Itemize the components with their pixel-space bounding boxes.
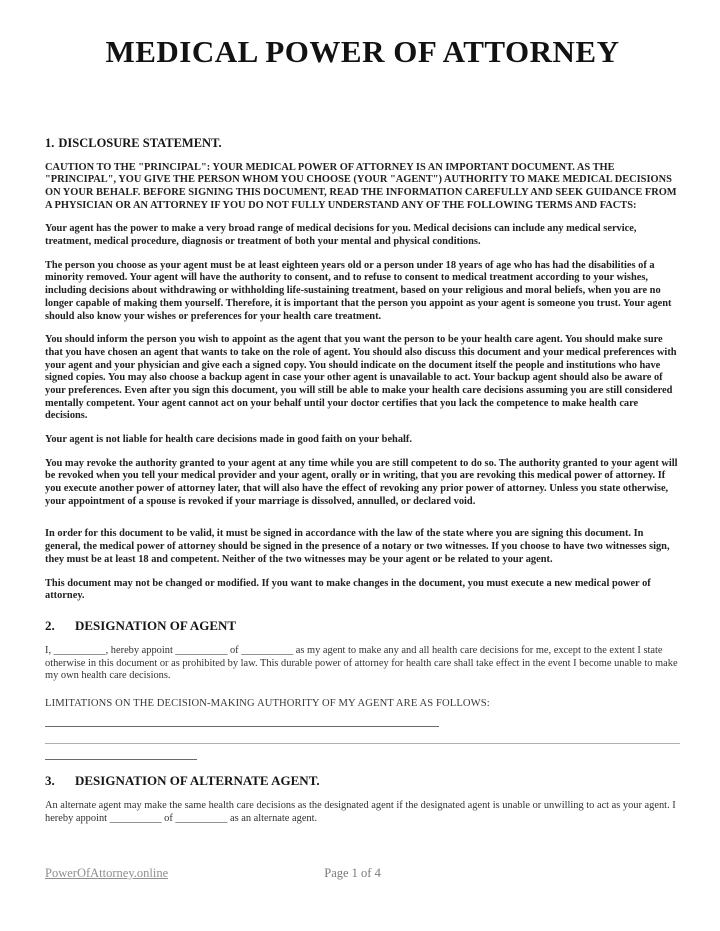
section-1-heading-text: DISCLOSURE STATEMENT. [58,135,222,150]
limitations-blank-line-1 [45,726,439,727]
site-link[interactable]: PowerOfAttorney.online [45,866,169,880]
section-2-number: 2. [45,617,55,633]
section-3-heading [45,773,680,789]
agent-appointment-paragraph: I, __________, hereby appoint __________ of __________ as my agent to make any and all health care decisions for me, except to the extent I state otherwise in this document or as prohibited by law. This durable power of attorney for health care shall take effect in the event I become unable to make my own health care decisions. [45,644,678,682]
section-1-number: 1. [45,135,55,150]
page-indicator: Page 1 of 4 [324,866,381,880]
inform-agent-paragraph: You should inform the person you wish to appoint as the agent that you want the person to be your health care agent. You should make sure that you have chosen an agent that wants to take on the role of agent. You should also discuss this document and your medical preferences with your agent and your physician and give each a signed copy. You should indicate on the document itself the people and institutions who have signed copies. You may also choose a backup agent in case your other agent is unavailable to act. Your backup agent should also be aware of your preferences. Even after you sign this document, you will still be able to make your health care decisions assuming you are still considered mentally competent. Your agent cannot act on your behalf until your doctor certifies that you lack the competence to make health care decisions. [45,334,677,422]
document-title: MEDICAL POWER OF ATTORNEY [105,34,620,69]
section-1-heading [45,136,680,151]
section-2-heading [45,618,680,634]
agent-liability-paragraph: Your agent is not liable for health care decisions made in good faith on your behalf. [45,434,412,446]
limitations-blank-line-3 [45,759,197,760]
validity-signing-paragraph: In order for this document to be valid, it must be signed in accordance with the law of the state where you are signing this document. In general, the medical power of attorney should be signed in the presence of a notary or two witnesses. If you choose to have two witnesses sign, they must be at least 18 and competent. Neither of the two witnesses may be your agent or be related to your agent. [45,528,670,565]
limitations-label: LIMITATIONS ON THE DECISION-MAKING AUTHORITY OF MY AGENT ARE AS FOLLOWS: [45,697,490,709]
revocation-paragraph: You may revoke the authority granted to your agent at any time while you are still competent to do so. The authority granted to your agent will be revoked when you tell your medical provider and your agent, orally or in writing, that you are revoking this medical power of attorney. If you execute another power of attorney later, that will also have the effect of revoking any prior power of attorney. Unless you state otherwise, your appointment of a spouse is revoked if your marriage is dissolved, annulled, or declared void. [45,457,678,507]
section-3-number: 3. [45,772,55,788]
agent-power-paragraph: Your agent has the power to make a very broad range of medical decisions for you. Medical decisions can include any medical service, treatment, medical procedure, diagnosis or treatment of both your mental and physical conditions. [45,223,637,248]
no-modification-paragraph: This document may not be changed or modified. If you want to make changes in the document, you must execute a new medical power of attorney. [45,577,651,602]
agent-eligibility-paragraph: The person you choose as your agent must be at least eighteen years old or a person under 18 years of age who has had the disabilities of a minority removed. Your agent will have the authority to consent, and to refuse to consent to medical treatment according to your wishes, including decisions about withdrawing or withholding life-sustaining treatment, based on your religious and moral beliefs, when you are no longer capable of making them yourself. Therefore, it is important that the person you appoint as your agent is someone you trust. Your agent should also know your wishes or preferences for your health care treatment. [45,259,672,322]
limitations-blank-line-2 [45,743,680,744]
section-2-heading-text: DESIGNATION OF AGENT [75,617,237,633]
alternate-agent-paragraph: An alternate agent may make the same health care decisions as the designated agent if the designated agent is unable or unwilling to act as your agent. I hereby appoint __________ of __________ as an alternate agent. [45,799,676,824]
section-3-heading-text: DESIGNATION OF ALTERNATE AGENT. [75,772,320,788]
page-footer [45,866,381,881]
disclosure-caution-paragraph: CAUTION TO THE "PRINCIPAL": YOUR MEDICAL POWER OF ATTORNEY IS AN IMPORTANT DOCUMENT. AS THE "PRINCIPAL", YOU GIVE THE PERSON WHOM YOU CHOOSE (YOUR "AGENT") AUTHORITY TO MAKE MEDICAL DECISIONS ON YOUR BEHALF. BEFORE SIGNING THIS DOCUMENT, READ THE INFORMATION CAREFULLY AND SEEK GUIDANCE FROM A PHYSICIAN OR AN ATTORNEY IF YOU DO NOT FULLY UNDERSTAND ANY OF THE FOLLOWING TERMS AND FACTS: [45,161,677,211]
